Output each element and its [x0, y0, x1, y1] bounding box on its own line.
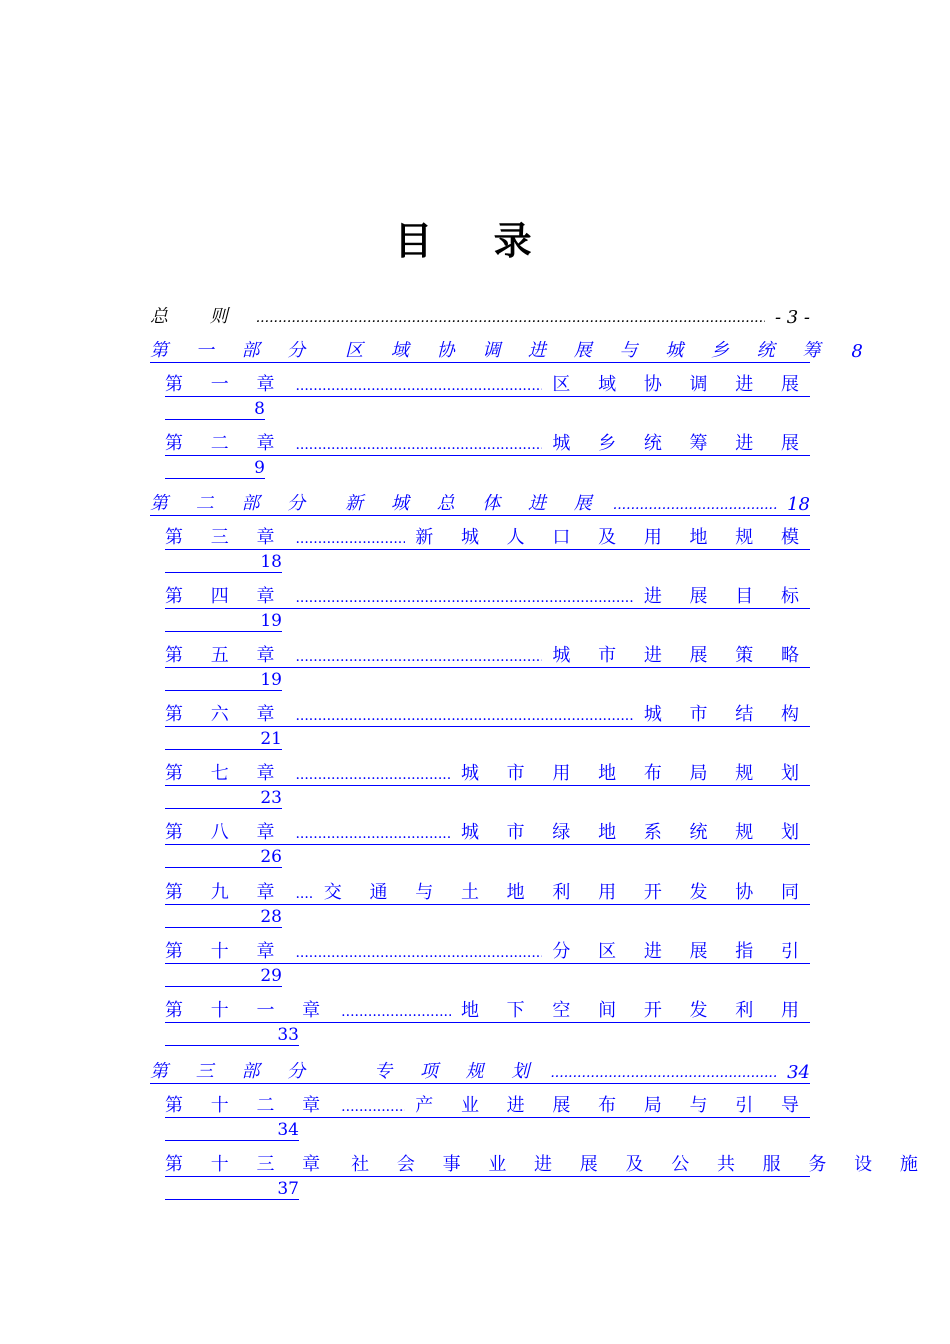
toc-entry-chapter-4[interactable]: 第 四 章 ..... 进 展 目 标	[165, 586, 810, 609]
toc-leader-dots	[341, 1098, 405, 1117]
toc-page-chapter-3[interactable]: 18	[165, 552, 282, 573]
toc-page-chapter-1[interactable]: 8	[165, 399, 265, 420]
toc-entry-chapter-5[interactable]: 第 五 章 ..... 城 市 进 展 策 略	[165, 645, 810, 668]
toc-leader-dots	[295, 885, 313, 904]
page-title: 目 录	[394, 219, 556, 263]
toc-leader-dots	[295, 648, 542, 667]
toc-page-chapter-11[interactable]: 33	[165, 1025, 299, 1046]
toc-leader-dots	[256, 309, 765, 328]
toc-leader-dots	[341, 1003, 451, 1022]
toc-entry-chapter-9[interactable]: 第 九 章 ..... 交 通 与 土 地 利 用 开 发 协 同	[165, 882, 810, 905]
toc-entry-chapter-1[interactable]: 第 一 章 ..... 区 域 协 调 进 展	[165, 374, 810, 397]
toc-leader-dots	[295, 436, 542, 455]
toc-leader-dots	[295, 825, 450, 844]
toc-entry-chapter-11[interactable]: 第 十 一 章 ..... 地 下 空 间 开 发 利 用	[165, 1000, 810, 1023]
toc-entry-chapter-2[interactable]: 第 二 章 ..... 城 乡 统 筹 进 展	[165, 433, 810, 456]
toc-leader-dots	[295, 377, 542, 396]
toc-entry-part-1[interactable]: 第 一 部 分 区 域 协 调 进 展 与 城 乡 统 筹 8	[150, 340, 863, 362]
toc-page-chapter-6[interactable]: 21	[165, 729, 282, 750]
toc-page-chapter-7[interactable]: 23	[165, 788, 282, 809]
toc-page-chapter-9[interactable]: 28	[165, 907, 282, 928]
toc-entry-chapter-10[interactable]: 第 十 章 ..... 分 区 进 展 指 引	[165, 941, 810, 964]
toc-entry-chapter-13[interactable]: 第 十 三 章 社 会 事 业 进 展 及 公 共 服 务 设 施	[165, 1154, 929, 1175]
toc-page-chapter-13[interactable]: 37	[165, 1179, 299, 1200]
toc-leader-dots	[295, 589, 633, 608]
toc-leader-dots	[295, 707, 633, 726]
toc-leader-dots	[550, 1064, 777, 1083]
toc-entry-part-2[interactable]: 第 二 部 分 新 城 总 体 进 展 ..... 18	[150, 491, 810, 516]
toc-entry-chapter-6[interactable]: 第 六 章 ..... 城 市 结 构	[165, 704, 810, 727]
toc-entry-chapter-12[interactable]: 第 十 二 章 ..... 产 业 进 展 布 局 与 引 导	[165, 1095, 810, 1118]
toc-page-chapter-12[interactable]: 34	[165, 1120, 299, 1141]
toc-page-chapter-2[interactable]: 9	[165, 458, 265, 479]
toc-entry-general[interactable]: 总 则 ..... - 3 -	[150, 304, 810, 328]
toc-leader-dots	[295, 530, 405, 549]
toc-leader-dots	[295, 766, 450, 785]
toc-page-chapter-10[interactable]: 29	[165, 966, 282, 987]
toc-page-chapter-8[interactable]: 26	[165, 847, 282, 868]
toc-entry-part-3[interactable]: 第 三 部 分 专 项 规 划 ..... 34	[150, 1059, 810, 1084]
toc-entry-chapter-3[interactable]: 第 三 章 ..... 新 城 人 口 及 用 地 规 模	[165, 527, 810, 550]
toc-leader-dots	[295, 944, 542, 963]
toc-page-chapter-4[interactable]: 19	[165, 611, 282, 632]
toc-leader-dots	[613, 496, 777, 515]
toc-page-chapter-5[interactable]: 19	[165, 670, 282, 691]
toc-entry-chapter-7[interactable]: 第 七 章 ..... 城 市 用 地 布 局 规 划	[165, 763, 810, 786]
toc-entry-chapter-8[interactable]: 第 八 章 ..... 城 市 绿 地 系 统 规 划	[165, 822, 810, 845]
